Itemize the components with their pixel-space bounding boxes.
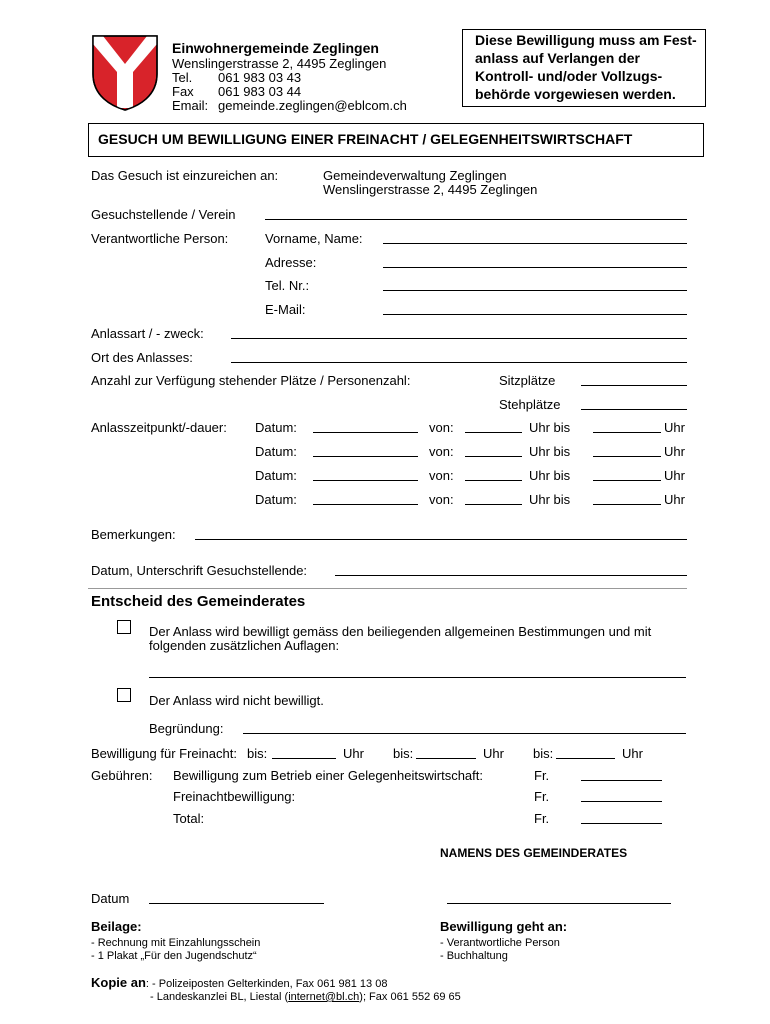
municipal-crest-logo bbox=[91, 34, 159, 112]
copy-label: Kopie an bbox=[91, 975, 146, 990]
name-field[interactable] bbox=[383, 243, 687, 244]
uhr-label: Uhr bbox=[664, 444, 685, 459]
uhr-label-2: Uhr bbox=[483, 746, 504, 761]
event-type-field[interactable] bbox=[231, 338, 687, 339]
org-address: Wenslingerstrasse 2, 4495 Zeglingen bbox=[172, 56, 387, 71]
fee-operation-label: Bewilligung zum Betrieb einer Gelegenheitswirtschaft: bbox=[173, 768, 483, 783]
approved-line-2: folgenden zusätzlichen Auflagen: bbox=[149, 638, 340, 653]
copy-recipient-2a: - Landeskanzlei BL, Liestal ( bbox=[150, 991, 289, 1003]
fax-value: 061 983 03 44 bbox=[218, 84, 302, 99]
date-label: Datum: bbox=[255, 468, 297, 483]
uhr-label: Uhr bbox=[664, 468, 685, 483]
from-label: von: bbox=[429, 444, 454, 459]
fr-label-1: Fr. bbox=[534, 768, 550, 783]
signature-label: Datum, Unterschrift Gesuchstellende: bbox=[91, 563, 308, 578]
notice-box bbox=[462, 29, 706, 107]
attachment-item-1: - Rechnung mit Einzahlungsschein bbox=[91, 937, 261, 949]
freinacht-until-field-1[interactable] bbox=[272, 758, 336, 759]
recipient-heading: Bewilligung geht an: bbox=[440, 919, 568, 934]
phone-field[interactable] bbox=[383, 290, 687, 291]
title-box bbox=[88, 123, 704, 157]
bis-label-1: bis: bbox=[247, 746, 268, 761]
date-label: Datum: bbox=[255, 492, 297, 507]
until-label: Uhr bis bbox=[529, 444, 571, 459]
submit-line-2: Wenslingerstrasse 2, 4495 Zeglingen bbox=[323, 182, 538, 197]
decision-heading: Entscheid des Gemeinderates bbox=[91, 593, 306, 610]
freinacht-label: Bewilligung für Freinacht: bbox=[91, 746, 237, 761]
date-field[interactable] bbox=[313, 432, 418, 433]
rejected-checkbox[interactable] bbox=[117, 688, 131, 702]
uhr-label-3: Uhr bbox=[622, 746, 643, 761]
reason-field[interactable] bbox=[243, 733, 686, 734]
remarks-field[interactable] bbox=[195, 539, 687, 540]
event-type-label: Anlassart / - zweck: bbox=[91, 326, 204, 341]
date-field[interactable] bbox=[313, 456, 418, 457]
fee-total-field[interactable] bbox=[581, 823, 662, 824]
standing-field[interactable] bbox=[581, 409, 687, 410]
section-divider bbox=[88, 588, 687, 589]
bis-label-2: bis: bbox=[393, 746, 414, 761]
email-value: gemeinde.zeglingen@eblcom.ch bbox=[218, 98, 407, 113]
event-location-label: Ort des Anlasses: bbox=[91, 350, 193, 365]
from-time-field[interactable] bbox=[465, 480, 522, 481]
date-label: Datum: bbox=[255, 444, 297, 459]
copy-recipient-1: : - Polizeiposten Gelterkinden, Fax 061 981 13 08 bbox=[145, 978, 388, 990]
fee-operation-field[interactable] bbox=[581, 780, 662, 781]
signature-field[interactable] bbox=[335, 575, 687, 576]
tel-value: 061 983 03 43 bbox=[218, 70, 302, 85]
freinacht-until-field-2[interactable] bbox=[416, 758, 476, 759]
notice-line-2: anlass auf Verlangen der bbox=[475, 50, 640, 66]
phone-label: Tel. Nr.: bbox=[265, 278, 310, 293]
fee-freinacht-label: Freinachtbewilligung: bbox=[173, 789, 296, 804]
fax-label: Fax bbox=[172, 84, 194, 99]
notice-line-1: Diese Bewilligung muss am Fest- bbox=[475, 32, 697, 48]
freinacht-until-field-3[interactable] bbox=[556, 758, 615, 759]
copy-recipient-2b: ); Fax 061 552 69 65 bbox=[359, 991, 461, 1003]
from-time-field[interactable] bbox=[465, 504, 522, 505]
fee-freinacht-field[interactable] bbox=[581, 801, 662, 802]
uhr-label: Uhr bbox=[664, 492, 685, 507]
remarks-label: Bemerkungen: bbox=[91, 527, 176, 542]
uhr-label-1: Uhr bbox=[343, 746, 364, 761]
applicant-label: Gesuchstellende / Verein bbox=[91, 207, 236, 222]
email-label: Email: bbox=[172, 98, 209, 113]
rejected-label: Der Anlass wird nicht bewilligt. bbox=[149, 693, 324, 708]
submit-label: Das Gesuch ist einzureichen an: bbox=[91, 168, 279, 183]
seats-field[interactable] bbox=[581, 385, 687, 386]
fr-label-3: Fr. bbox=[534, 811, 550, 826]
submit-line-1: Gemeindeverwaltung Zeglingen bbox=[323, 168, 507, 183]
landeskanzlei-email-link[interactable]: internet@bl.ch bbox=[288, 991, 360, 1003]
from-time-field[interactable] bbox=[465, 456, 522, 457]
copy-line-1 bbox=[91, 975, 387, 990]
from-label: von: bbox=[429, 420, 454, 435]
until-time-field[interactable] bbox=[593, 504, 661, 505]
until-time-field[interactable] bbox=[593, 456, 661, 457]
event-location-field[interactable] bbox=[231, 362, 687, 363]
fee-total-label: Total: bbox=[173, 811, 205, 826]
fees-label: Gebühren: bbox=[91, 768, 153, 783]
from-label: von: bbox=[429, 492, 454, 507]
applicant-field[interactable] bbox=[265, 219, 687, 220]
bis-label-3: bis: bbox=[533, 746, 554, 761]
org-name: Einwohnergemeinde Zeglingen bbox=[172, 40, 379, 56]
capacity-label: Anzahl zur Verfügung stehender Plätze / Personenzahl: bbox=[91, 373, 411, 388]
seats-label: Sitzplätze bbox=[499, 373, 556, 388]
council-signature-field[interactable] bbox=[447, 903, 671, 904]
conditions-field[interactable] bbox=[149, 677, 686, 678]
uhr-label: Uhr bbox=[664, 420, 685, 435]
address-label: Adresse: bbox=[265, 255, 317, 270]
page-title: GESUCH UM BEWILLIGUNG EINER FREINACHT / GELEGENHEITSWIRTSCHAFT bbox=[98, 131, 633, 147]
decision-date-field[interactable] bbox=[149, 903, 324, 904]
notice-line-4: behörde vorgewiesen werden. bbox=[475, 86, 676, 102]
attachment-heading: Beilage: bbox=[91, 919, 142, 934]
until-time-field[interactable] bbox=[593, 432, 661, 433]
date-field[interactable] bbox=[313, 504, 418, 505]
council-label: NAMENS DES GEMEINDERATES bbox=[440, 846, 628, 860]
approved-line-1: Der Anlass wird bewilligt gemäss den beiliegenden allgemeinen Bestimmungen und mit bbox=[149, 624, 652, 639]
responsible-label: Verantwortliche Person: bbox=[91, 231, 229, 246]
recipient-item-2: - Buchhaltung bbox=[440, 950, 508, 962]
fr-label-2: Fr. bbox=[534, 789, 550, 804]
from-time-field[interactable] bbox=[465, 432, 522, 433]
attachment-item-2: - 1 Plakat „Für den Jugendschutz“ bbox=[91, 950, 257, 962]
standing-label: Stehplätze bbox=[499, 397, 561, 412]
approved-checkbox[interactable] bbox=[117, 620, 131, 634]
event-date-label: Anlasszeitpunkt/-dauer: bbox=[91, 420, 227, 435]
name-label: Vorname, Name: bbox=[265, 231, 363, 246]
reason-label: Begründung: bbox=[149, 721, 224, 736]
tel-label: Tel. bbox=[172, 70, 193, 85]
notice-line-3: Kontroll- und/oder Vollzugs- bbox=[475, 68, 663, 84]
recipient-item-1: - Verantwortliche Person bbox=[440, 937, 560, 949]
address-field[interactable] bbox=[383, 267, 687, 268]
email-field-label: E-Mail: bbox=[265, 302, 306, 317]
until-label: Uhr bis bbox=[529, 492, 571, 507]
copy-line-2 bbox=[150, 991, 461, 1003]
until-time-field[interactable] bbox=[593, 480, 661, 481]
date-field[interactable] bbox=[313, 480, 418, 481]
from-label: von: bbox=[429, 468, 454, 483]
email-field[interactable] bbox=[383, 314, 687, 315]
until-label: Uhr bis bbox=[529, 468, 571, 483]
date-label: Datum: bbox=[255, 420, 297, 435]
until-label: Uhr bis bbox=[529, 420, 571, 435]
decision-date-label: Datum bbox=[91, 891, 130, 906]
